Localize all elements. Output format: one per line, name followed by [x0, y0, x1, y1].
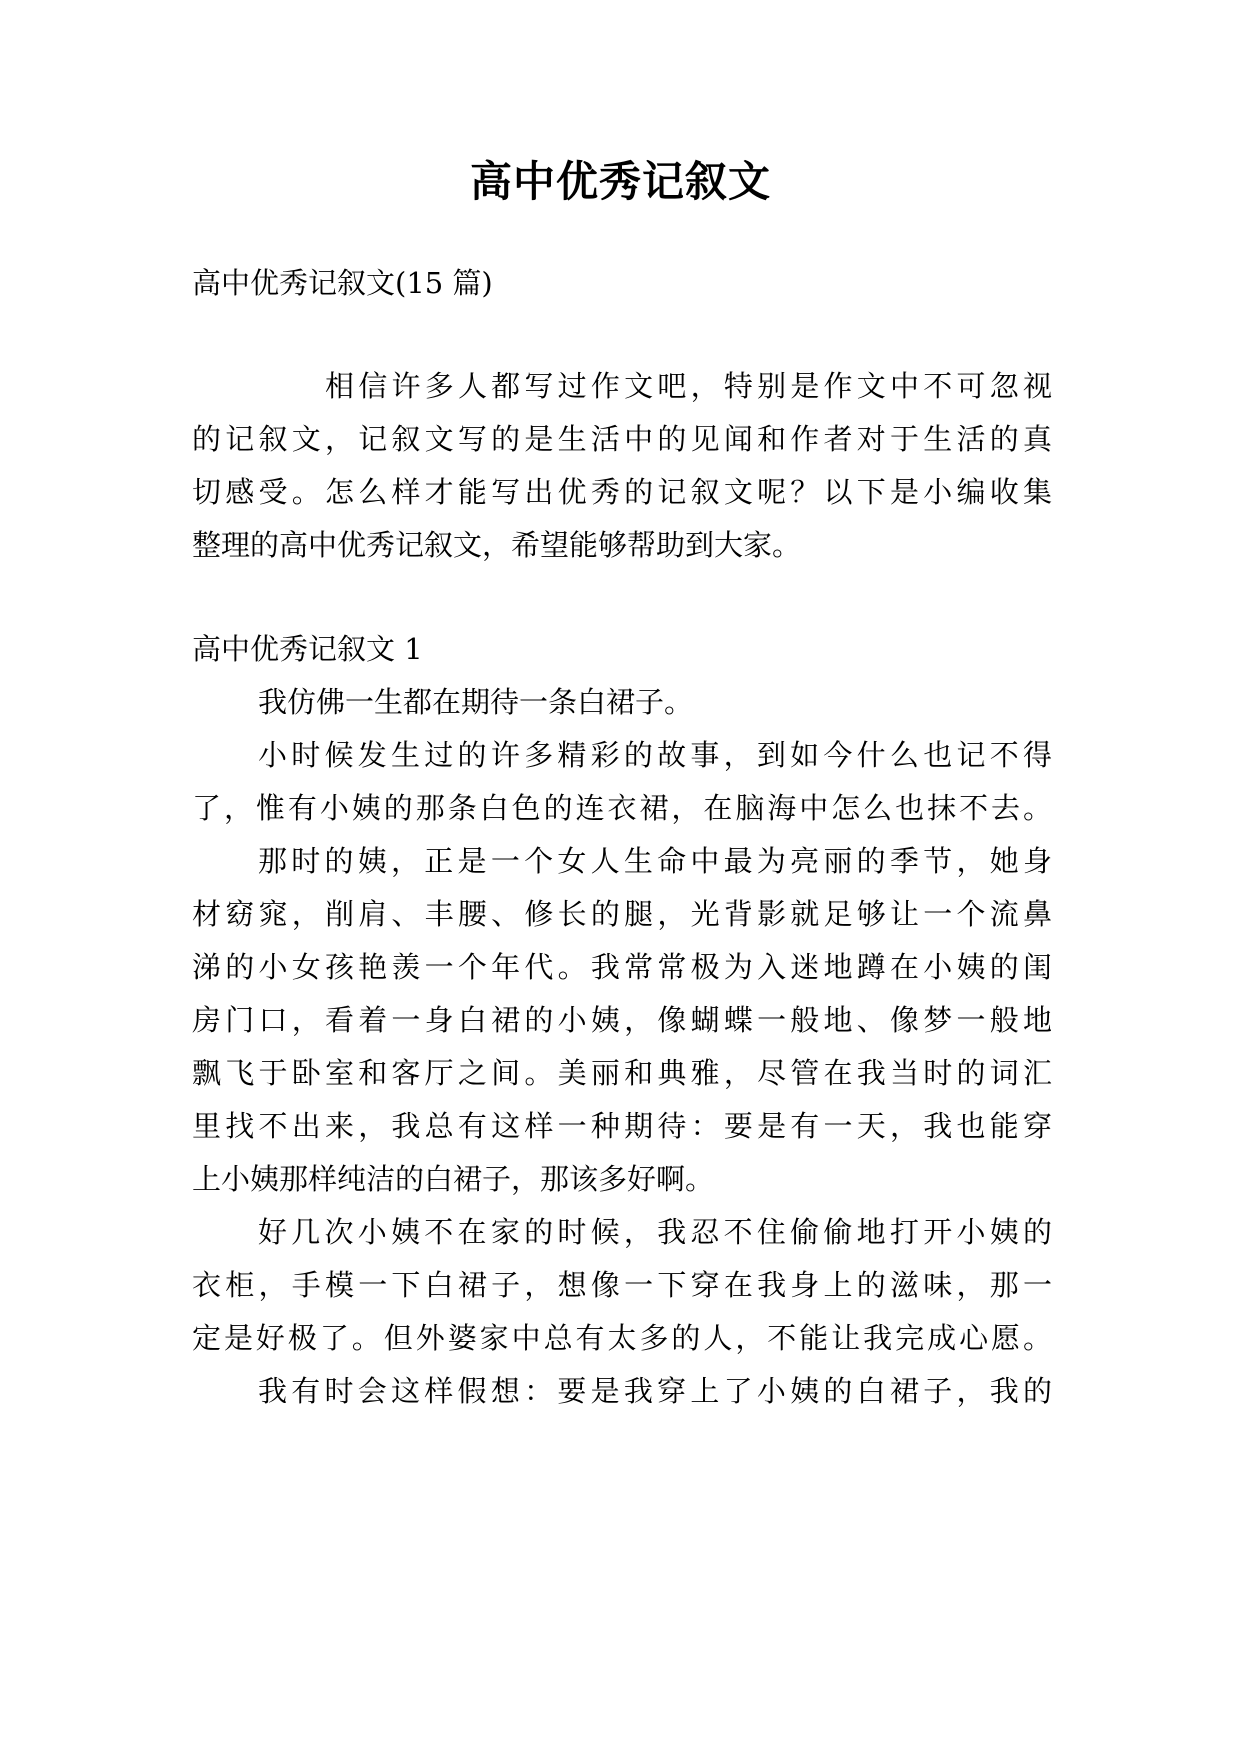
body-line: 好几次小姨不在家的时候，我忍不住偷偷地打开小姨的	[258, 1215, 1052, 1249]
body-line: 衣柜，手模一下白裙子，想像一下穿在我身上的滋味，那一	[192, 1268, 1052, 1302]
body-line: 飘飞于卧室和客厅之间。美丽和典雅，尽管在我当时的词汇	[192, 1056, 1052, 1090]
body-line: 我有时会这样假想：要是我穿上了小姨的白裙子，我的	[258, 1374, 1052, 1408]
body-line: 小时候发生过的许多精彩的故事，到如今什么也记不得	[258, 738, 1052, 772]
body-line: 那时的姨，正是一个女人生命中最为亮丽的季节，她身	[258, 844, 1052, 878]
body-line: 材窈窕，削肩、丰腰、修长的腿，光背影就足够让一个流鼻	[192, 897, 1052, 931]
intro-line: 切感受。怎么样才能写出优秀的记叙文呢？以下是小编收集	[192, 475, 1052, 509]
body-line: 我仿佛一生都在期待一条白裙子。	[258, 685, 694, 719]
document-subtitle: 高中优秀记叙文(15 篇)	[192, 266, 493, 300]
body-line: 了，惟有小姨的那条白色的连衣裙，在脑海中怎么也抹不去。	[192, 791, 1052, 825]
intro-line: 相信许多人都写过作文吧，特别是作文中不可忽视	[325, 369, 1052, 403]
body-line: 上小姨那样纯洁的白裙子，那该多好啊。	[192, 1162, 715, 1196]
body-line: 定是好极了。但外婆家中总有太多的人，不能让我完成心愿。	[192, 1321, 1052, 1355]
body-line: 里找不出来，我总有这样一种期待：要是有一天，我也能穿	[192, 1109, 1052, 1143]
intro-line: 的记叙文，记叙文写的是生活中的见闻和作者对于生活的真	[192, 422, 1052, 456]
intro-line: 整理的高中优秀记叙文，希望能够帮助到大家。	[192, 528, 802, 562]
body-line: 房门口，看着一身白裙的小姨，像蝴蝶一般地、像梦一般地	[192, 1003, 1052, 1037]
section-heading: 高中优秀记叙文 1	[192, 632, 423, 666]
body-line: 涕的小女孩艳羡一个年代。我常常极为入迷地蹲在小姨的闺	[192, 950, 1052, 984]
document-title: 高中优秀记叙文	[469, 157, 771, 206]
